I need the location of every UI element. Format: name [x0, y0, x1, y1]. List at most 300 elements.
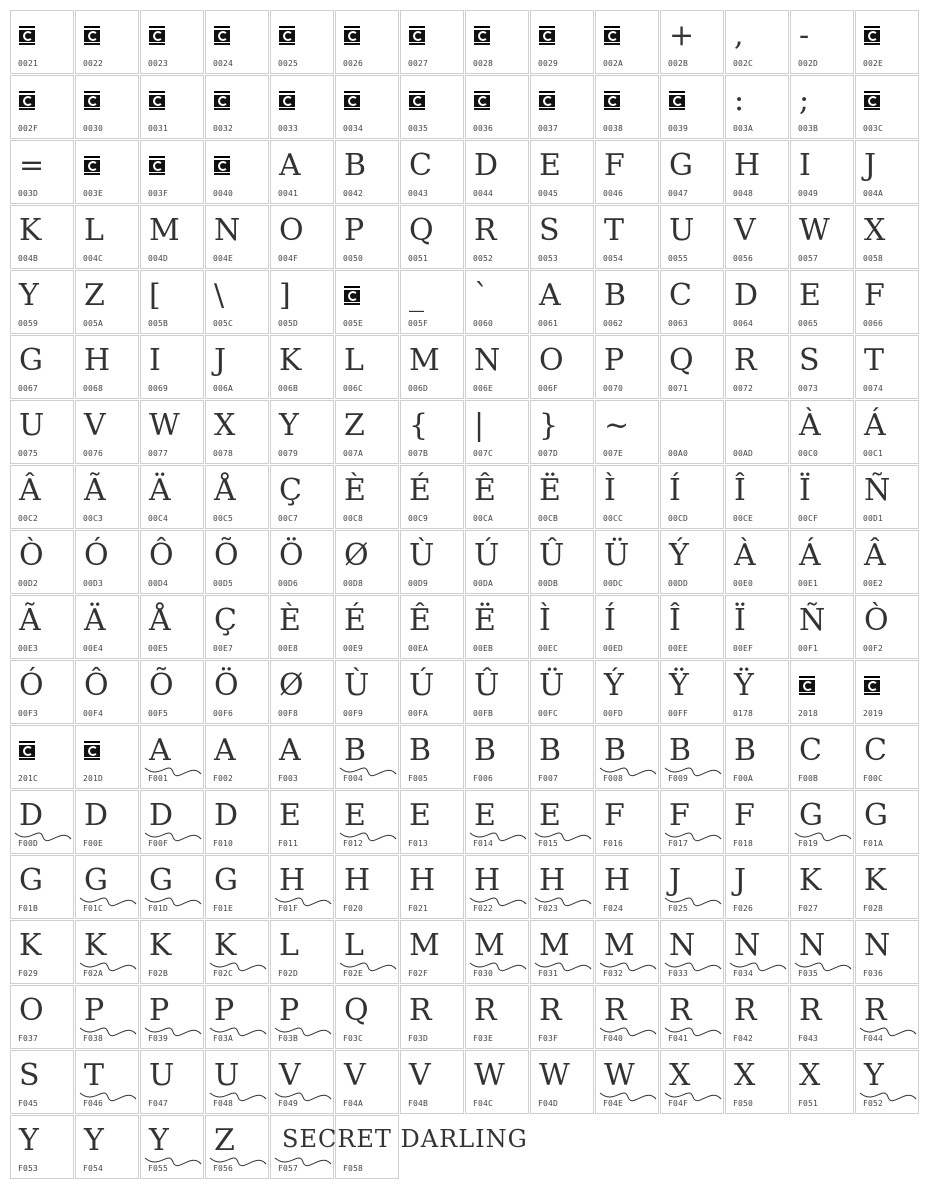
glyph-cell — [205, 205, 269, 269]
glyph-code-label: 00F5 — [148, 709, 169, 718]
glyph-char: J — [734, 863, 747, 898]
glyph-cell — [140, 10, 204, 74]
glyph-char: À — [734, 538, 756, 573]
glyph-char: T — [604, 213, 625, 248]
glyph-cell — [335, 140, 399, 204]
glyph-code-label: 00FB — [473, 709, 494, 718]
glyph-cell — [335, 790, 399, 854]
glyph-code-label: F023 — [538, 904, 559, 913]
glyph-code-label: 0063 — [668, 319, 689, 328]
missing-glyph-icon — [19, 741, 35, 760]
glyph-code-label: 00E0 — [733, 579, 754, 588]
glyph-code-label: 0046 — [603, 189, 624, 198]
glyph-code-label: F013 — [408, 839, 429, 848]
glyph-cell — [335, 335, 399, 399]
glyph-cell — [140, 270, 204, 334]
glyph-code-label: 00EE — [668, 644, 689, 653]
glyph-char: Ë — [474, 603, 496, 638]
glyph-cell — [335, 465, 399, 529]
glyph-code-label: F018 — [733, 839, 754, 848]
glyph-code-label: F040 — [603, 1034, 624, 1043]
glyph-cell — [855, 205, 919, 269]
glyph-code-label: F012 — [343, 839, 364, 848]
glyph-code-label: 0068 — [83, 384, 104, 393]
glyph-code-label: 00FA — [408, 709, 429, 718]
glyph-char: Y — [19, 278, 39, 313]
glyph-char: B — [344, 148, 367, 183]
glyph-char: H — [344, 863, 371, 898]
glyph-char: À — [799, 408, 821, 443]
glyph-cell — [660, 400, 724, 464]
glyph-char: Ì — [604, 473, 616, 508]
glyph-cell — [855, 530, 919, 594]
glyph-cell — [75, 855, 139, 919]
glyph-code-label: 00D1 — [863, 514, 884, 523]
glyph-char: ` — [474, 278, 489, 313]
glyph-cell — [855, 335, 919, 399]
glyph-code-label: F04E — [603, 1099, 624, 1108]
glyph-cell — [660, 465, 724, 529]
glyph-cell — [595, 595, 659, 659]
glyph-cell — [465, 725, 529, 789]
glyph-char: G — [799, 798, 823, 833]
glyph-cell — [660, 790, 724, 854]
glyph-code-label: 00EA — [408, 644, 429, 653]
glyph-code-label: 00E2 — [863, 579, 884, 588]
glyph-char: V — [84, 408, 106, 443]
glyph-code-label: 00F9 — [343, 709, 364, 718]
glyph-char: \ — [214, 278, 225, 313]
glyph-cell — [790, 920, 854, 984]
glyph-char: L — [344, 928, 364, 963]
glyph-char: R — [864, 993, 887, 1028]
glyph-code-label: 003C — [863, 124, 884, 133]
glyph-code-label: 00C7 — [278, 514, 299, 523]
glyph-char: È — [279, 603, 301, 638]
glyph-code-label: 004B — [18, 254, 39, 263]
glyph-cell — [140, 725, 204, 789]
glyph-cell — [10, 335, 74, 399]
glyph-char: X — [214, 408, 236, 443]
glyph-code-label: 007D — [538, 449, 559, 458]
glyph-code-label: 00C1 — [863, 449, 884, 458]
glyph-cell — [205, 400, 269, 464]
glyph-cell — [140, 790, 204, 854]
glyph-cell — [725, 920, 789, 984]
glyph-char: Â — [19, 473, 41, 508]
glyph-code-label: 0078 — [213, 449, 234, 458]
glyph-char: D — [214, 798, 239, 833]
glyph-code-label: 0035 — [408, 124, 429, 133]
glyph-cell — [790, 335, 854, 399]
glyph-cell — [530, 790, 594, 854]
glyph-code-label: 0077 — [148, 449, 169, 458]
missing-glyph-icon — [474, 91, 490, 110]
glyph-char: Ñ — [799, 603, 826, 638]
glyph-cell — [595, 205, 659, 269]
glyph-char: A — [279, 148, 301, 183]
glyph-cell — [725, 140, 789, 204]
glyph-code-label: F008 — [603, 774, 624, 783]
glyph-cell — [10, 465, 74, 529]
glyph-code-label: 0038 — [603, 124, 624, 133]
glyph-char: D — [84, 798, 109, 833]
glyph-code-label: 00D5 — [213, 579, 234, 588]
glyph-char: ~ — [604, 408, 630, 443]
glyph-char: , — [734, 18, 744, 53]
glyph-code-label: 0044 — [473, 189, 494, 198]
glyph-char: [ — [149, 278, 161, 313]
glyph-char: E — [279, 798, 301, 833]
glyph-cell — [790, 660, 854, 724]
glyph-cell — [75, 1115, 139, 1179]
glyph-cell — [205, 595, 269, 659]
glyph-code-label: F03C — [343, 1034, 364, 1043]
glyph-code-label: F049 — [278, 1099, 299, 1108]
glyph-code-label: F055 — [148, 1164, 169, 1173]
glyph-char: V — [344, 1058, 366, 1093]
glyph-char: { — [409, 408, 429, 443]
glyph-code-label: 00C5 — [213, 514, 234, 523]
glyph-cell — [660, 920, 724, 984]
glyph-cell — [465, 205, 529, 269]
glyph-cell — [140, 660, 204, 724]
missing-glyph-icon — [19, 26, 35, 45]
glyph-cell — [140, 530, 204, 594]
glyph-code-label: F053 — [18, 1164, 39, 1173]
glyph-cell — [270, 465, 334, 529]
glyph-cell — [400, 920, 464, 984]
glyph-char: } — [539, 408, 559, 443]
glyph-char: Ý — [604, 668, 624, 703]
glyph-code-label: 0050 — [343, 254, 364, 263]
glyph-char: L — [279, 928, 299, 963]
glyph-cell — [140, 1050, 204, 1114]
glyph-code-label: 006C — [343, 384, 364, 393]
glyph-char: Î — [734, 473, 746, 508]
glyph-char: A — [279, 733, 301, 768]
glyph-code-label: 00D8 — [343, 579, 364, 588]
glyph-code-label: F048 — [213, 1099, 234, 1108]
glyph-code-label: 00FF — [668, 709, 689, 718]
glyph-cell — [790, 1050, 854, 1114]
glyph-cell — [75, 790, 139, 854]
glyph-cell — [335, 595, 399, 659]
glyph-char: D — [474, 148, 499, 183]
glyph-cell — [335, 725, 399, 789]
glyph-char: A — [539, 278, 561, 313]
glyph-cell — [465, 855, 529, 919]
glyph-char: X — [734, 1058, 756, 1093]
glyph-code-label: 003E — [83, 189, 104, 198]
glyph-cell — [465, 10, 529, 74]
glyph-code-label: 00F4 — [83, 709, 104, 718]
glyph-char: D — [19, 798, 44, 833]
glyph-code-label: F037 — [18, 1034, 39, 1043]
glyph-code-label: F04C — [473, 1099, 494, 1108]
glyph-cell — [205, 985, 269, 1049]
glyph-code-label: F03B — [278, 1034, 299, 1043]
glyph-char: Q — [409, 213, 434, 248]
glyph-code-label: 0079 — [278, 449, 299, 458]
missing-glyph-icon — [84, 156, 100, 175]
glyph-cell — [400, 140, 464, 204]
glyph-char: N — [734, 928, 761, 963]
glyph-cell — [205, 920, 269, 984]
glyph-char: = — [19, 148, 45, 183]
glyph-code-label: 0026 — [343, 59, 364, 68]
glyph-char: Â — [864, 538, 886, 573]
glyph-cell — [855, 790, 919, 854]
glyph-char: Ì — [539, 603, 551, 638]
glyph-code-label: F036 — [863, 969, 884, 978]
glyph-char: L — [84, 213, 104, 248]
glyph-code-label: F03E — [473, 1034, 494, 1043]
glyph-cell — [140, 465, 204, 529]
glyph-char: S — [799, 343, 820, 378]
glyph-code-label: 00D6 — [278, 579, 299, 588]
glyph-cell — [75, 335, 139, 399]
glyph-code-label: 00F1 — [798, 644, 819, 653]
glyph-code-label: 0069 — [148, 384, 169, 393]
glyph-cell — [400, 205, 464, 269]
missing-glyph-icon — [214, 26, 230, 45]
glyph-char: C — [669, 278, 692, 313]
glyph-code-label: 003B — [798, 124, 819, 133]
glyph-code-label: 0049 — [798, 189, 819, 198]
glyph-char: T — [84, 1058, 105, 1093]
glyph-cell — [400, 270, 464, 334]
glyph-char: R — [409, 993, 432, 1028]
glyph-char: O — [279, 213, 304, 248]
glyph-char: È — [344, 473, 366, 508]
glyph-code-label: 0054 — [603, 254, 624, 263]
glyph-char: D — [149, 798, 174, 833]
glyph-char: H — [604, 863, 631, 898]
glyph-code-label: F054 — [83, 1164, 104, 1173]
glyph-char: J — [864, 148, 877, 183]
glyph-cell — [790, 855, 854, 919]
glyph-code-label: 00CC — [603, 514, 624, 523]
glyph-char: B — [409, 733, 432, 768]
glyph-cell — [335, 10, 399, 74]
glyph-cell — [270, 725, 334, 789]
glyph-code-label: 0032 — [213, 124, 234, 133]
glyph-cell — [530, 465, 594, 529]
glyph-cell — [725, 465, 789, 529]
glyph-code-label: 005E — [343, 319, 364, 328]
glyph-char: Y — [149, 1123, 169, 1158]
glyph-char: Ó — [84, 538, 109, 573]
glyph-cell — [530, 920, 594, 984]
glyph-code-label: 00A0 — [668, 449, 689, 458]
glyph-code-label: F029 — [18, 969, 39, 978]
glyph-cell — [660, 660, 724, 724]
glyph-cell — [790, 465, 854, 529]
glyph-cell — [855, 75, 919, 139]
glyph-cell — [660, 985, 724, 1049]
glyph-char: A — [149, 733, 171, 768]
glyph-char: Ê — [474, 473, 496, 508]
glyph-code-label: 0061 — [538, 319, 559, 328]
glyph-cell — [855, 855, 919, 919]
glyph-char: U — [669, 213, 695, 248]
glyph-char: ; — [799, 83, 810, 118]
glyph-char: G — [864, 798, 888, 833]
glyph-code-label: 004F — [278, 254, 299, 263]
glyph-code-label: 0037 — [538, 124, 559, 133]
glyph-char: P — [149, 993, 170, 1028]
glyph-code-label: 00C8 — [343, 514, 364, 523]
glyph-code-label: 00DB — [538, 579, 559, 588]
missing-glyph-icon — [864, 91, 880, 110]
missing-glyph-icon — [84, 26, 100, 45]
glyph-char: F — [864, 278, 885, 313]
glyph-code-label: F050 — [733, 1099, 754, 1108]
glyph-cell — [75, 530, 139, 594]
glyph-char: E — [344, 798, 366, 833]
glyph-code-label: 004E — [213, 254, 234, 263]
glyph-char: K — [799, 863, 822, 898]
glyph-cell — [205, 530, 269, 594]
glyph-cell — [855, 465, 919, 529]
glyph-cell — [140, 595, 204, 659]
glyph-code-label: F01F — [278, 904, 299, 913]
glyph-cell — [335, 205, 399, 269]
glyph-code-label: F00D — [18, 839, 39, 848]
glyph-cell — [660, 725, 724, 789]
glyph-char: P — [344, 213, 365, 248]
glyph-code-label: 00DC — [603, 579, 624, 588]
glyph-char: U — [19, 408, 45, 443]
glyph-code-label: F01E — [213, 904, 234, 913]
glyph-char: H — [279, 863, 306, 898]
glyph-cell — [725, 205, 789, 269]
glyph-code-label: F04B — [408, 1099, 429, 1108]
glyph-char: Ÿ — [669, 668, 689, 703]
glyph-cell — [790, 205, 854, 269]
glyph-code-label: F02F — [408, 969, 429, 978]
glyph-char: F — [604, 148, 625, 183]
glyph-cell — [75, 270, 139, 334]
missing-glyph-icon — [669, 91, 685, 110]
glyph-code-label: F02C — [213, 969, 234, 978]
glyph-char: Ç — [214, 603, 237, 638]
glyph-code-label: 0029 — [538, 59, 559, 68]
glyph-cell — [205, 790, 269, 854]
glyph-cell — [75, 205, 139, 269]
glyph-char: G — [669, 148, 693, 183]
glyph-char: _ — [409, 278, 424, 313]
glyph-code-label: 005F — [408, 319, 429, 328]
glyph-cell — [400, 335, 464, 399]
glyph-code-label: F046 — [83, 1099, 104, 1108]
glyph-cell — [10, 595, 74, 659]
glyph-code-label: 0058 — [863, 254, 884, 263]
glyph-cell — [725, 790, 789, 854]
glyph-char: W — [799, 213, 830, 248]
glyph-code-label: 005B — [148, 319, 169, 328]
glyph-cell — [205, 270, 269, 334]
glyph-code-label: 0043 — [408, 189, 429, 198]
glyph-cell — [790, 140, 854, 204]
glyph-code-label: 00C0 — [798, 449, 819, 458]
glyph-code-label: F044 — [863, 1034, 884, 1043]
glyph-char: M — [149, 213, 180, 248]
missing-glyph-icon — [214, 91, 230, 110]
glyph-char: V — [734, 213, 756, 248]
glyph-code-label: F016 — [603, 839, 624, 848]
glyph-code-label: 0031 — [148, 124, 169, 133]
glyph-code-label: F043 — [798, 1034, 819, 1043]
glyph-cell — [10, 1115, 74, 1179]
glyph-code-label: 0027 — [408, 59, 429, 68]
glyph-cell — [465, 465, 529, 529]
glyph-cell — [335, 855, 399, 919]
glyph-code-label: 0022 — [83, 59, 104, 68]
glyph-char: V — [279, 1058, 301, 1093]
glyph-cell — [595, 855, 659, 919]
glyph-char: É — [344, 603, 366, 638]
glyph-cell — [660, 335, 724, 399]
glyph-code-label: 201C — [18, 774, 39, 783]
glyph-cell — [790, 725, 854, 789]
glyph-char: Ò — [864, 603, 889, 638]
glyph-cell — [10, 855, 74, 919]
glyph-char: P — [279, 993, 300, 1028]
glyph-cell — [10, 140, 74, 204]
glyph-cell — [465, 530, 529, 594]
glyph-cell — [270, 790, 334, 854]
glyph-char: É — [409, 473, 431, 508]
glyph-code-label: 00EB — [473, 644, 494, 653]
glyph-cell — [270, 920, 334, 984]
glyph-code-label: F003 — [278, 774, 299, 783]
glyph-code-label: F02B — [148, 969, 169, 978]
glyph-code-label: F00E — [83, 839, 104, 848]
glyph-char: Õ — [214, 538, 239, 573]
glyph-cell — [530, 10, 594, 74]
glyph-char: D — [734, 278, 759, 313]
glyph-char: Ï — [799, 473, 811, 508]
glyph-code-label: 004D — [148, 254, 169, 263]
glyph-code-label: 0072 — [733, 384, 754, 393]
glyph-code-label: 0045 — [538, 189, 559, 198]
glyph-char: Y — [279, 408, 299, 443]
glyph-cell — [530, 1050, 594, 1114]
glyph-cell — [270, 660, 334, 724]
glyph-cell — [75, 985, 139, 1049]
glyph-cell — [595, 270, 659, 334]
glyph-char: S — [539, 213, 560, 248]
glyph-char: M — [474, 928, 505, 963]
glyph-cell — [855, 10, 919, 74]
glyph-cell — [205, 335, 269, 399]
glyph-cell — [75, 10, 139, 74]
glyph-char: Ú — [409, 668, 435, 703]
glyph-code-label: F052 — [863, 1099, 884, 1108]
glyph-code-label: 0023 — [148, 59, 169, 68]
glyph-char: Ä — [84, 603, 106, 638]
glyph-char: Ü — [604, 538, 630, 573]
glyph-char: A — [214, 733, 236, 768]
glyph-char: Q — [344, 993, 369, 1028]
glyph-char: Ê — [409, 603, 431, 638]
glyph-char: B — [474, 733, 497, 768]
glyph-cell — [140, 205, 204, 269]
glyph-cell — [530, 855, 594, 919]
glyph-cell — [530, 595, 594, 659]
